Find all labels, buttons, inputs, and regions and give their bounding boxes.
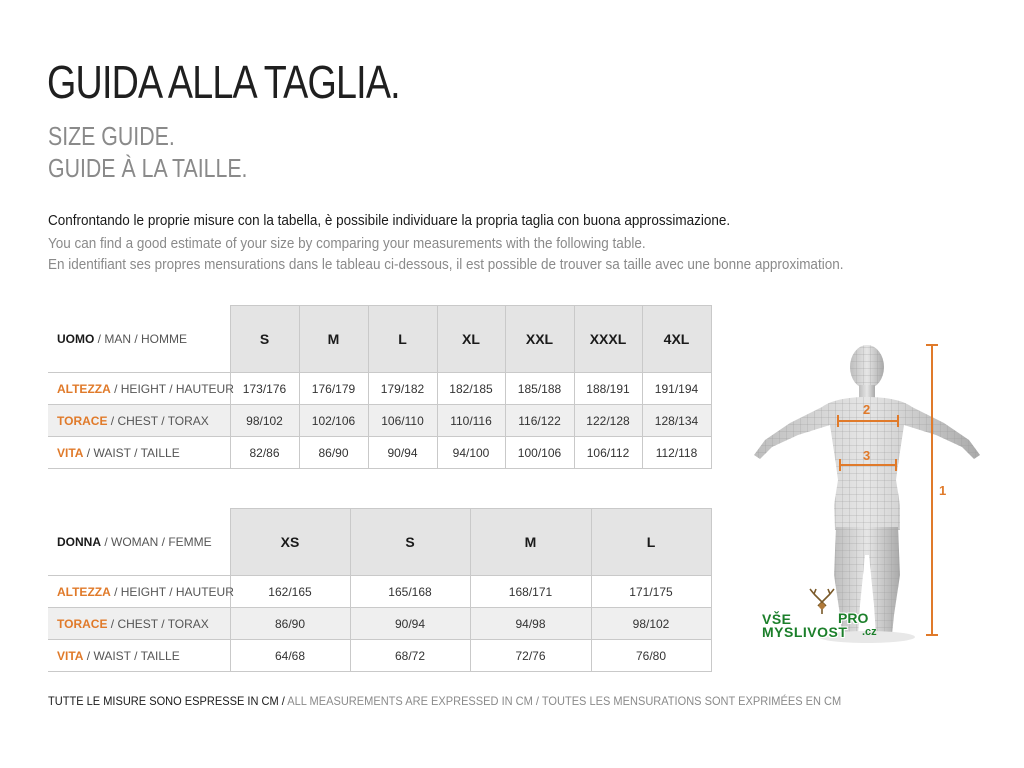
row-key: VITA	[57, 445, 84, 460]
men-header-label	[48, 306, 230, 373]
table-cell: 191/194	[642, 373, 711, 405]
table-cell: 102/106	[299, 405, 368, 437]
row-key-rest: / HEIGHT / HAUTEUR	[110, 584, 234, 599]
intro-italian: Confrontando le proprie misure con la tabella, è possibile individuare la propria taglia con buona approssimazione.	[48, 212, 731, 229]
logo-word-myslivost: MYSLIVOST	[762, 624, 848, 640]
men-label-strong: UOMO	[57, 331, 95, 346]
row-label	[48, 608, 230, 640]
logo-word-vse: VŠE	[762, 611, 792, 627]
women-waist-row	[48, 640, 711, 672]
row-key: ALTEZZA	[57, 381, 111, 396]
row-key-rest: / HEIGHT / HAUTEUR	[110, 381, 234, 396]
logo-tld: .cz	[862, 626, 877, 638]
table-cell: 76/80	[591, 640, 711, 672]
table-cell: 98/102	[591, 608, 711, 640]
measurement-note	[48, 694, 841, 708]
table-cell: 116/122	[505, 405, 574, 437]
row-label	[48, 640, 230, 672]
table-cell: 94/98	[470, 608, 591, 640]
men-header-row	[48, 306, 711, 373]
men-size-header: L	[368, 306, 437, 373]
men-waist-row	[48, 437, 711, 469]
table-cell: 86/90	[230, 608, 350, 640]
table-cell: 168/171	[470, 576, 591, 608]
table-cell: 68/72	[350, 640, 470, 672]
table-cell: 176/179	[299, 373, 368, 405]
women-height-row	[48, 576, 711, 608]
men-size-header: M	[299, 306, 368, 373]
women-label-strong: DONNA	[57, 534, 101, 549]
men-size-table	[48, 305, 712, 469]
women-size-header: XS	[230, 509, 350, 576]
men-chest-row	[48, 405, 711, 437]
table-cell: 100/106	[505, 437, 574, 469]
height-marker-label: 1	[939, 483, 947, 498]
table-cell: 122/128	[574, 405, 642, 437]
table-cell: 112/118	[642, 437, 711, 469]
table-cell: 162/165	[230, 576, 350, 608]
table-cell: 188/191	[574, 373, 642, 405]
row-key-rest: / WAIST / TAILLE	[83, 648, 180, 663]
measurement-note-italian: TUTTE LE MISURE SONO ESPRESSE IN CM /	[48, 694, 285, 708]
women-size-header: L	[591, 509, 711, 576]
intro-french: En identifiant ses propres mensurations dans le tableau ci-dessous, il est possible de trouver sa taille avec une bonne approximation.	[48, 256, 844, 273]
table-cell: 110/116	[437, 405, 505, 437]
table-cell: 64/68	[230, 640, 350, 672]
row-label	[48, 437, 230, 469]
row-key: TORACE	[57, 413, 108, 428]
row-key-rest: / CHEST / TORAX	[107, 413, 209, 428]
women-header-row	[48, 509, 711, 576]
women-chest-row	[48, 608, 711, 640]
logo-word-pro: PRO	[838, 610, 869, 626]
table-cell: 128/134	[642, 405, 711, 437]
row-label	[48, 405, 230, 437]
height-marker	[926, 345, 946, 635]
table-cell: 86/90	[299, 437, 368, 469]
table-cell: 106/112	[574, 437, 642, 469]
table-cell: 182/185	[437, 373, 505, 405]
table-cell: 179/182	[368, 373, 437, 405]
men-size-header: XXL	[505, 306, 574, 373]
table-cell: 106/110	[368, 405, 437, 437]
women-size-header: M	[470, 509, 591, 576]
row-key-rest: / CHEST / TORAX	[107, 616, 209, 631]
men-size-header: 4XL	[642, 306, 711, 373]
measurement-note-translations: ALL MEASUREMENTS ARE EXPRESSED IN CM / TOUTES LES MENSURATIONS SONT EXPRIMÉES EN CM	[284, 694, 842, 708]
intro-english: You can find a good estimate of your size by comparing your measurements with the following table.	[48, 235, 646, 252]
page-title: GUIDA ALLA TAGLIA.	[47, 56, 400, 108]
table-cell: 72/76	[470, 640, 591, 672]
table-cell: 94/100	[437, 437, 505, 469]
table-cell: 90/94	[350, 608, 470, 640]
men-height-row	[48, 373, 711, 405]
women-label-rest: / WOMAN / FEMME	[101, 534, 212, 549]
table-cell: 171/175	[591, 576, 711, 608]
row-key: TORACE	[57, 616, 108, 631]
row-key: ALTEZZA	[57, 584, 111, 599]
subtitle-english: SIZE GUIDE.	[48, 121, 175, 151]
waist-marker-label: 3	[863, 448, 871, 463]
table-cell: 98/102	[230, 405, 299, 437]
table-cell: 173/176	[230, 373, 299, 405]
row-key-rest: / WAIST / TAILLE	[83, 445, 180, 460]
men-size-header: S	[230, 306, 299, 373]
deer-antler-icon	[802, 588, 842, 616]
row-label	[48, 373, 234, 405]
table-cell: 90/94	[368, 437, 437, 469]
men-size-header: XL	[437, 306, 505, 373]
table-cell: 82/86	[230, 437, 299, 469]
table-cell: 185/188	[505, 373, 574, 405]
men-label-rest: / MAN / HOMME	[94, 331, 188, 346]
row-key: VITA	[57, 648, 84, 663]
women-size-header: S	[350, 509, 470, 576]
women-header-label	[48, 509, 230, 576]
table-cell: 165/168	[350, 576, 470, 608]
vse-pro-myslivost-logo	[762, 588, 877, 640]
subtitle-french: GUIDE À LA TAILLE.	[48, 153, 248, 183]
row-label	[48, 576, 234, 608]
women-size-table	[48, 508, 712, 672]
men-size-header: XXXL	[574, 306, 642, 373]
chest-marker-label: 2	[863, 402, 871, 417]
